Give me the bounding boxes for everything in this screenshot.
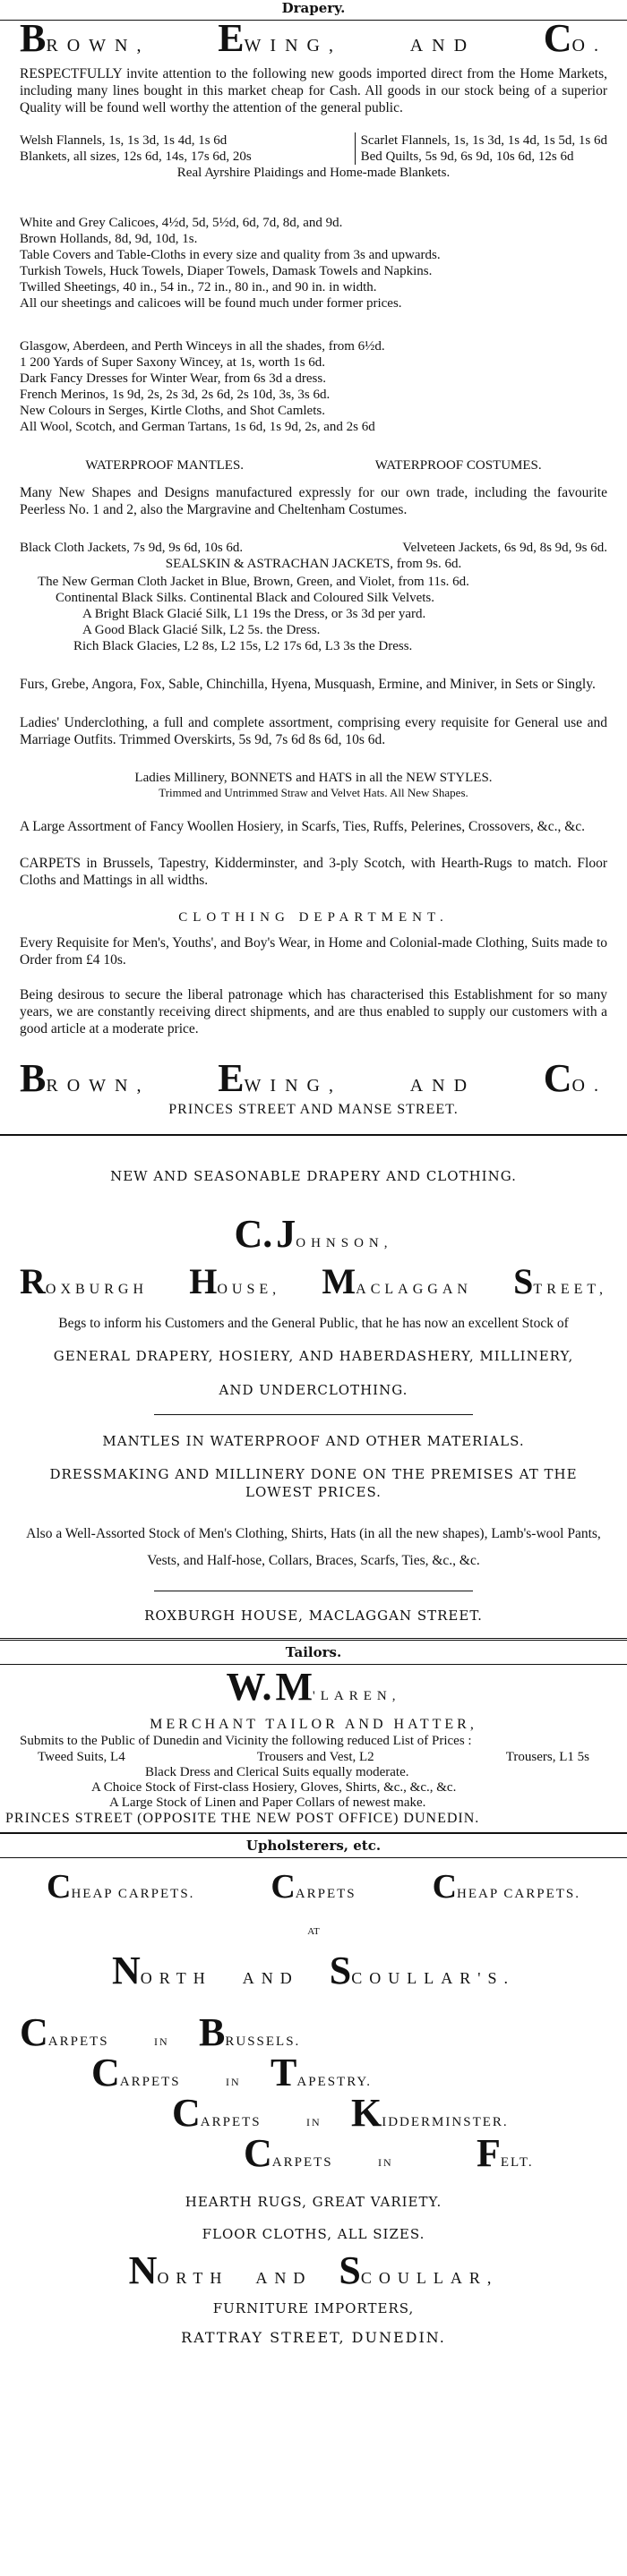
divider [0,1857,627,1858]
sealskin-heading: SEALSKIN & ASTRACHAN JACKETS, from 9s. 6d. [165,557,462,571]
calicoes-list: White and Grey Calicoes, 4½d, 5d, 5½d, 6d, 7d, 8d, and 9d. Brown Hollands, 8d, 9d, 10d, 1s. Table Covers and Table-Cloths in every size and quality from 3s and upwards. Turkish Towels, Huck Towels, Diaper Towels, Damask Towels and Napkins. Twilled Sheetings, 40 in., 54 in., 72 in., 80 in., and 90 in. in width. All our sheetings and calicoes will be found much under former prices. [20,216,441,311]
waterproof-text: Many New Shapes and Designs manufactured expressly for our own trade, including the favourite Peerless No. 1 and 2, also the Margravine and Cheltenham Costumes. [20,485,607,517]
mclaren-prices: Tweed Suits, L4 Trousers and Vest, L2 Trousers, L1 5s [38,1750,589,1764]
floor-cloths-line: FLOOR CLOTHS, ALL SIZES. [202,2226,425,2242]
category-heading-upholsterers: Upholsterers, etc. [245,1838,382,1854]
johnson-mantles: MANTLES IN WATERPROOF AND OTHER MATERIALS. [102,1433,525,1449]
mclaren-name: W. M'LAREN, [226,1665,401,1709]
johnson-stock-line-1: GENERAL DRAPERY, HOSIERY, AND HABERDASHERY, MILLINERY, [53,1348,574,1364]
clothing-text: Every Requisite for Men's, Youths', and Boy's Wear, in Home and Colonial-made Clothing, Suits made to Order from £4 10s. [20,935,607,968]
johnson-top-line: NEW AND SEASONABLE DRAPERY AND CLOTHING. [110,1168,517,1184]
plaidings-line: Real Ayrshire Plaidings and Home-made Blankets. [176,166,451,180]
cheap-carpets-line: CHEAP CARPETS. CARPETS CHEAP CARPETS. [47,1868,580,1906]
intro-paragraph: RESPECTFULLY invite attention to the following new goods imported direct from the Home Markets, including many lines bought in this market cheap for Cash. All goods in our stock being of a superior Quality will be found well worthy the attention of the general public. [20,66,607,115]
carpet-row: CARPETS IN FELT. [244,2131,534,2175]
flannels-section: Welsh Flannels, 1s, 1s 3d, 1s 4d, 1s 6d Blankets, all sizes, 12s 6d, 14s, 17s 6d, 20s Scarlet Flannels, 1s, 1s 3d, 1s 4d, 1s 5d, 1s 6d Bed Quilts, 5s 9d, 6s 9d, 10s 6d, 12s 6d [20,133,607,164]
firm-name-brown-ewing-footer: BROWN, EWING, AND CO. [20,1056,607,1100]
carpet-row: CARPETS IN TAPESTRY. [91,2051,373,2094]
divider [0,1134,627,1136]
divider [154,1414,473,1415]
mclaren-address: PRINCES STREET (OPPOSITE THE NEW POST OFFICE) DUNEDIN. [5,1811,480,1826]
underclothing-text: Ladies' Underclothing, a full and complete assortment, comprising every requisite for General use and Marriage Outfits. Trimmed Overskirts, 5s 9d, 7s 6d 8s 6d, 10s 6d. [20,715,607,747]
north-scoullar-name: NORTH AND SCOULLAR'S. [112,1949,515,1992]
johnson-advert [0,1168,627,1624]
north-scoullar-advert [0,1867,627,2346]
johnson-dressmaking: DRESSMAKING AND MILLINERY DONE ON THE PREMISES AT THE LOWEST PRICES. [49,1466,578,1500]
hosiery-text: A Large Assortment of Fancy Woollen Hosiery, in Scarfs, Ties, Ruffs, Pelerines, Crossovers, &c., &c. [20,819,586,834]
brown-ewing-advert [0,16,627,1118]
carpets-text: CARPETS in Brussels, Tapestry, Kidderminster, and 3-ply Scotch, with Hearth-Rugs to match. Floor Cloths and Mattings in all widths. [20,856,607,888]
carpet-row: CARPETS IN BRUSSELS. [20,2010,301,2054]
furs-text: Furs, Grebe, Angora, Fox, Sable, Chinchilla, Hyena, Musquash, Ermine, and Miniver, in Sets or Singly. [20,677,596,692]
carpet-row: CARPETS IN KIDDERMINSTER. [172,2091,509,2135]
hearth-rugs-line: HEARTH RUGS, GREAT VARIETY. [185,2194,442,2210]
johnson-also: Also a Well-Assorted Stock of Men's Clothing, Shirts, Hats (in all the new shapes), Lamb's-wool Pants, Vests, and Half-hose, Collars, Braces, Scarfs, Ties, &c., &c. [26,1526,601,1568]
category-heading-tailors: Tailors. [285,1644,342,1660]
jackets-line: Black Cloth Jackets, 7s 9d, 9s 6d, 10s 6d. Velveteen Jackets, 6s 9d, 8s 9d, 9s 6d. [20,541,607,555]
mclaren-advert [0,1667,627,1827]
winceys-list: Glasgow, Aberdeen, and Perth Winceys in all the shades, from 6½d. 1 200 Yards of Super Saxony Wincey, at 1s, worth 1s 6d. Dark Fancy Dresses for Winter Wear, from 6s 3d a dress. French Merinos, 1s 9d, 2s, 2s 3d, 2s 6d, 2s 10d, 3s, 3s 6d. New Colours in Serges, Kirtle Cloths, and Shot Camlets. All Wool, Scotch, and German Tartans, 1s 6d, 1s 9d, 2s, and 2s 6d [20,339,385,434]
closing-paragraph: Being desirous to secure the liberal patronage which has characterised this Establishment for so many years, we are constantly receiving direct shipments, and are thus enabled to supply our customers with a good article at a moderate price. [20,987,607,1036]
johnson-stock-line-2: AND UNDERCLOTHING. [219,1382,408,1398]
mclaren-trade: MERCHANT TAILOR AND HATTER, [150,1717,477,1732]
divider [0,1664,627,1665]
johnson-address: ROXBURGH HOUSE, MACLAGGAN STREET. [144,1608,483,1624]
waterproof-heading: WATERPROOF MANTLES. WATERPROOF COSTUMES. [85,458,542,473]
johnson-intro: Begs to inform his Customers and the General Public, that he has now an excellent Stock of [58,1316,569,1331]
millinery-sub: Trimmed and Untrimmed Straw and Velvet Hats. All New Shapes. [159,786,468,799]
category-heading-drapery: Drapery. [281,0,346,16]
firm-name-brown-ewing: BROWN, EWING, AND CO. [20,16,607,60]
at-line: AT [307,1926,320,1937]
johnson-name: C. JOHNSON, [234,1212,393,1256]
millinery-line: Ladies Millinery, BONNETS and HATS in all the NEW STYLES. [134,771,493,785]
rattray-street-address: RATTRAY STREET, DUNEDIN. [181,2329,446,2346]
roxburgh-house-line: ROXBURGH HOUSE, MACLAGGAN STREET, [20,1261,607,1301]
furniture-importers-line: FURNITURE IMPORTERS, [212,2300,415,2316]
clothing-department-heading: CLOTHING DEPARTMENT. [178,910,449,925]
brown-ewing-address: PRINCES STREET AND MANSE STREET. [168,1102,459,1117]
silks-list: The New German Cloth Jacket in Blue, Brown, Green, and Violet, from 11s. 6d. Continental Black Silks. Continental Black and Coloured Silk Velvets. A Bright Black Glacié Silk, L1 19s the Dress, or 3s 3d per yard. A Good Black Glacié Silk, L2 5s. the Dress. Rich Black Glacies, L2 8s, L2 15s, L2 17s 6d, L3 3s the Dress. [38,575,469,653]
divider [0,20,627,21]
mclaren-lines: Black Dress and Clerical Suits equally moderate. A Choice Stock of First-class Hosiery, Gloves, Shirts, &c., &c., &c. A Large Stock of Linen and Paper Collars of newest make. [91,1765,457,1810]
north-scoullar-name-footer: NORTH AND SCOULLAR, [128,2248,499,2292]
mclaren-submits: Submits to the Public of Dunedin and Vicinity the following reduced List of Prices : [20,1734,472,1748]
